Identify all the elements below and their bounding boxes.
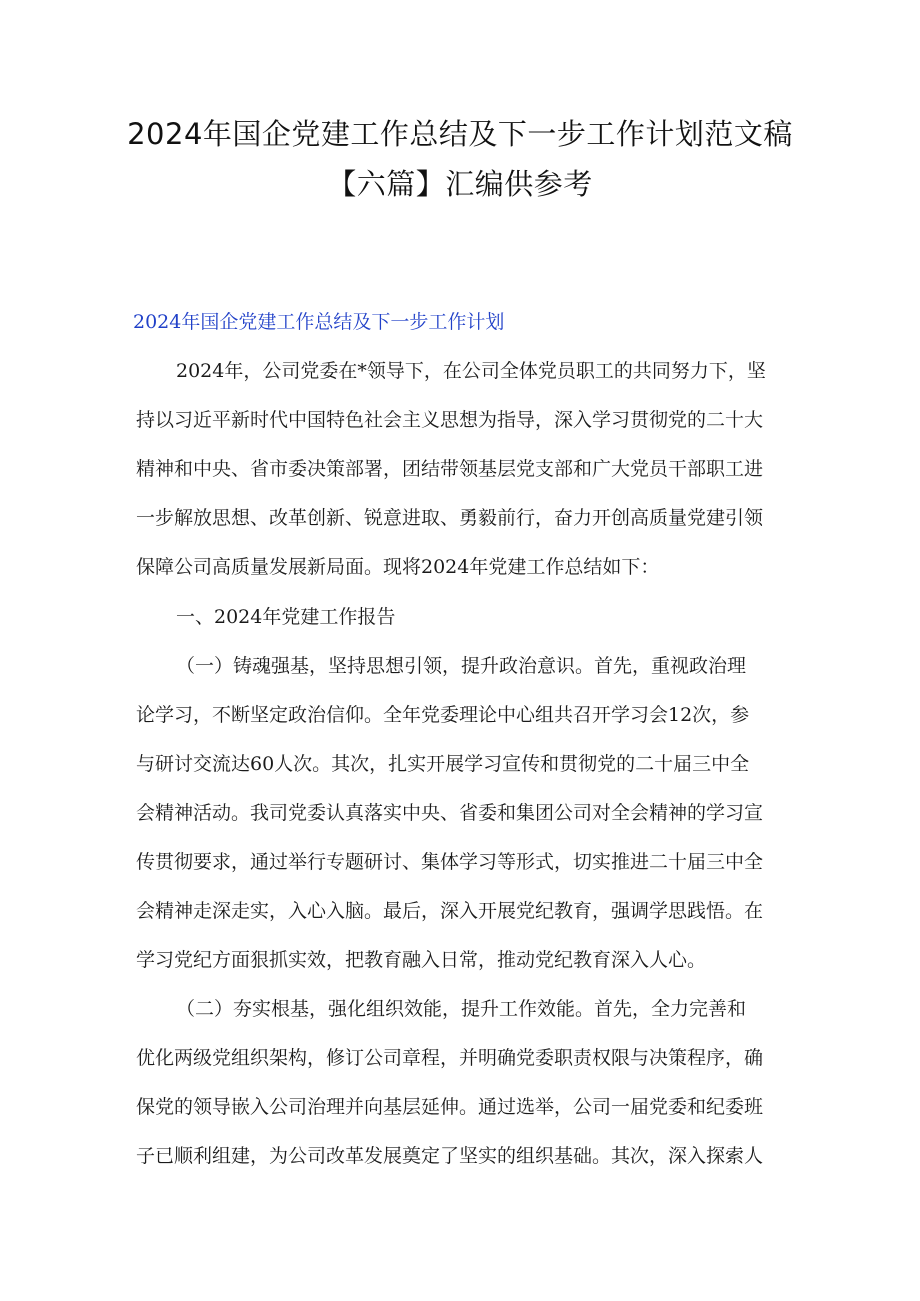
paragraph-line: 精神和中央、省市委决策部署，团结带领基层党支部和广大党员干部职工进	[136, 458, 764, 480]
paragraph-line: 一步解放思想、改革创新、锐意进取、勇毅前行，奋力开创高质量党建引领	[136, 507, 764, 529]
paragraph-line: 与研讨交流达60人次。其次，扎实开展学习宣传和贯彻党的二十届三中全	[136, 753, 750, 775]
paragraph-line: 会精神活动。我司党委认真落实中央、省委和集团公司对全会精神的学习宣	[136, 802, 764, 824]
paragraph-line: 保党的领导嵌入公司治理并向基层延伸。通过选举，公司一届党委和纪委班	[136, 1096, 764, 1118]
paragraph-line: 2024年，公司党委在*领导下，在公司全体党员职工的共同努力下，坚	[176, 360, 766, 382]
paragraph-line: （二）夯实根基，强化组织效能，提升工作效能。首先，全力完善和	[176, 998, 747, 1020]
paragraph-line: 会精神走深走实，入心入脑。最后，深入开展党纪教育，强调学思践悟。在	[136, 900, 764, 922]
section-subheading: 2024年国企党建工作总结及下一步工作计划	[133, 311, 505, 333]
paragraph-line: 学习党纪方面狠抓实效，把教育融入日常，推动党纪教育深入人心。	[136, 949, 707, 971]
paragraph-line: 论学习，不断坚定政治信仰。全年党委理论中心组共召开学习会12次，参	[136, 704, 750, 726]
section-heading: 一、2024年党建工作报告	[176, 606, 396, 628]
paragraph-line: 传贯彻要求，通过举行专题研讨、集体学习等形式，切实推进二十届三中全	[136, 851, 764, 873]
paragraph-line: 持以习近平新时代中国特色社会主义思想为指导，深入学习贯彻党的二十大	[136, 409, 764, 431]
paragraph-line: 保障公司高质量发展新局面。现将2024年党建工作总结如下：	[136, 556, 660, 578]
document-title-line-2: 【六篇】汇编供参考	[327, 167, 593, 201]
paragraph-line: （一）铸魂强基，坚持思想引领，提升政治意识。首先，重视政治理	[176, 655, 747, 677]
paragraph-line: 优化两级党组织架构，修订公司章程，并明确党委职责权限与决策程序，确	[136, 1047, 764, 1069]
paragraph-line: 子已顺利组建，为公司改革发展奠定了坚实的组织基础。其次，深入探索人	[136, 1145, 764, 1167]
document-title-line-1: 2024年国企党建工作总结及下一步工作计划范文稿	[127, 117, 793, 151]
